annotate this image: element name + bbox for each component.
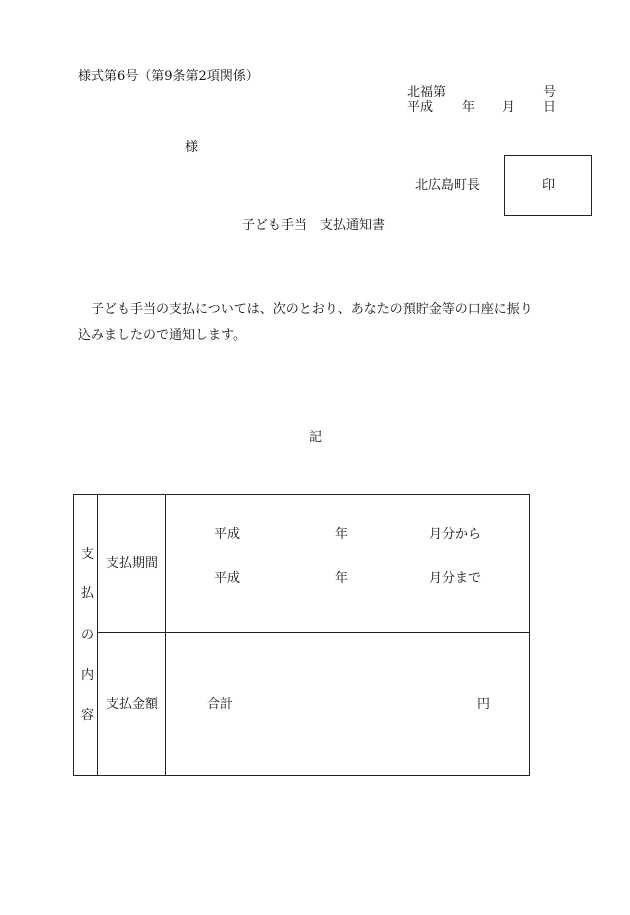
body-text-line1: 子ども手当の支払については、次のとおり、あなたの預貯金等の口座に振り [91,302,533,317]
amount-total-label: 合計 [207,697,234,712]
period-from-era: 平成 [214,527,241,542]
document-title: 子ども手当 支払通知書 [242,218,386,233]
table-divider-side [97,495,98,775]
period-to-era: 平成 [214,571,241,586]
date-year: 年 [462,100,476,115]
side-label-char: 容 [81,708,95,723]
period-to-suffix: 月分まで [429,571,482,586]
ref-number-suffix: 号 [543,85,557,100]
date-era: 平成 [407,100,434,115]
period-from-suffix: 月分から [429,527,482,542]
side-label-char: 払 [81,586,95,601]
seal-box [504,155,592,216]
date-month: 月 [502,100,516,115]
issuer-name: 北広島町長 [415,178,481,193]
amount-label: 支払金額 [106,697,159,712]
table-divider-row [97,632,529,633]
date-day: 日 [543,100,557,115]
period-label: 支払期間 [106,556,159,571]
side-label-char: の [81,628,95,643]
form-number: 様式第6号（第9条第2項関係） [78,69,259,84]
seal-label: 印 [542,178,556,193]
body-text-line2: 込みましたので通知します。 [78,328,246,343]
payment-details-table [73,494,530,776]
period-from-year: 年 [335,527,349,542]
side-label-char: 支 [81,547,95,562]
period-to-year: 年 [335,571,349,586]
ref-number-prefix: 北福第 [407,85,447,100]
amount-unit: 円 [477,697,491,712]
addressee-honorific: 様 [185,140,199,155]
table-divider-label [165,495,166,775]
side-label-char: 内 [81,668,95,683]
ki-heading: 記 [309,430,323,445]
